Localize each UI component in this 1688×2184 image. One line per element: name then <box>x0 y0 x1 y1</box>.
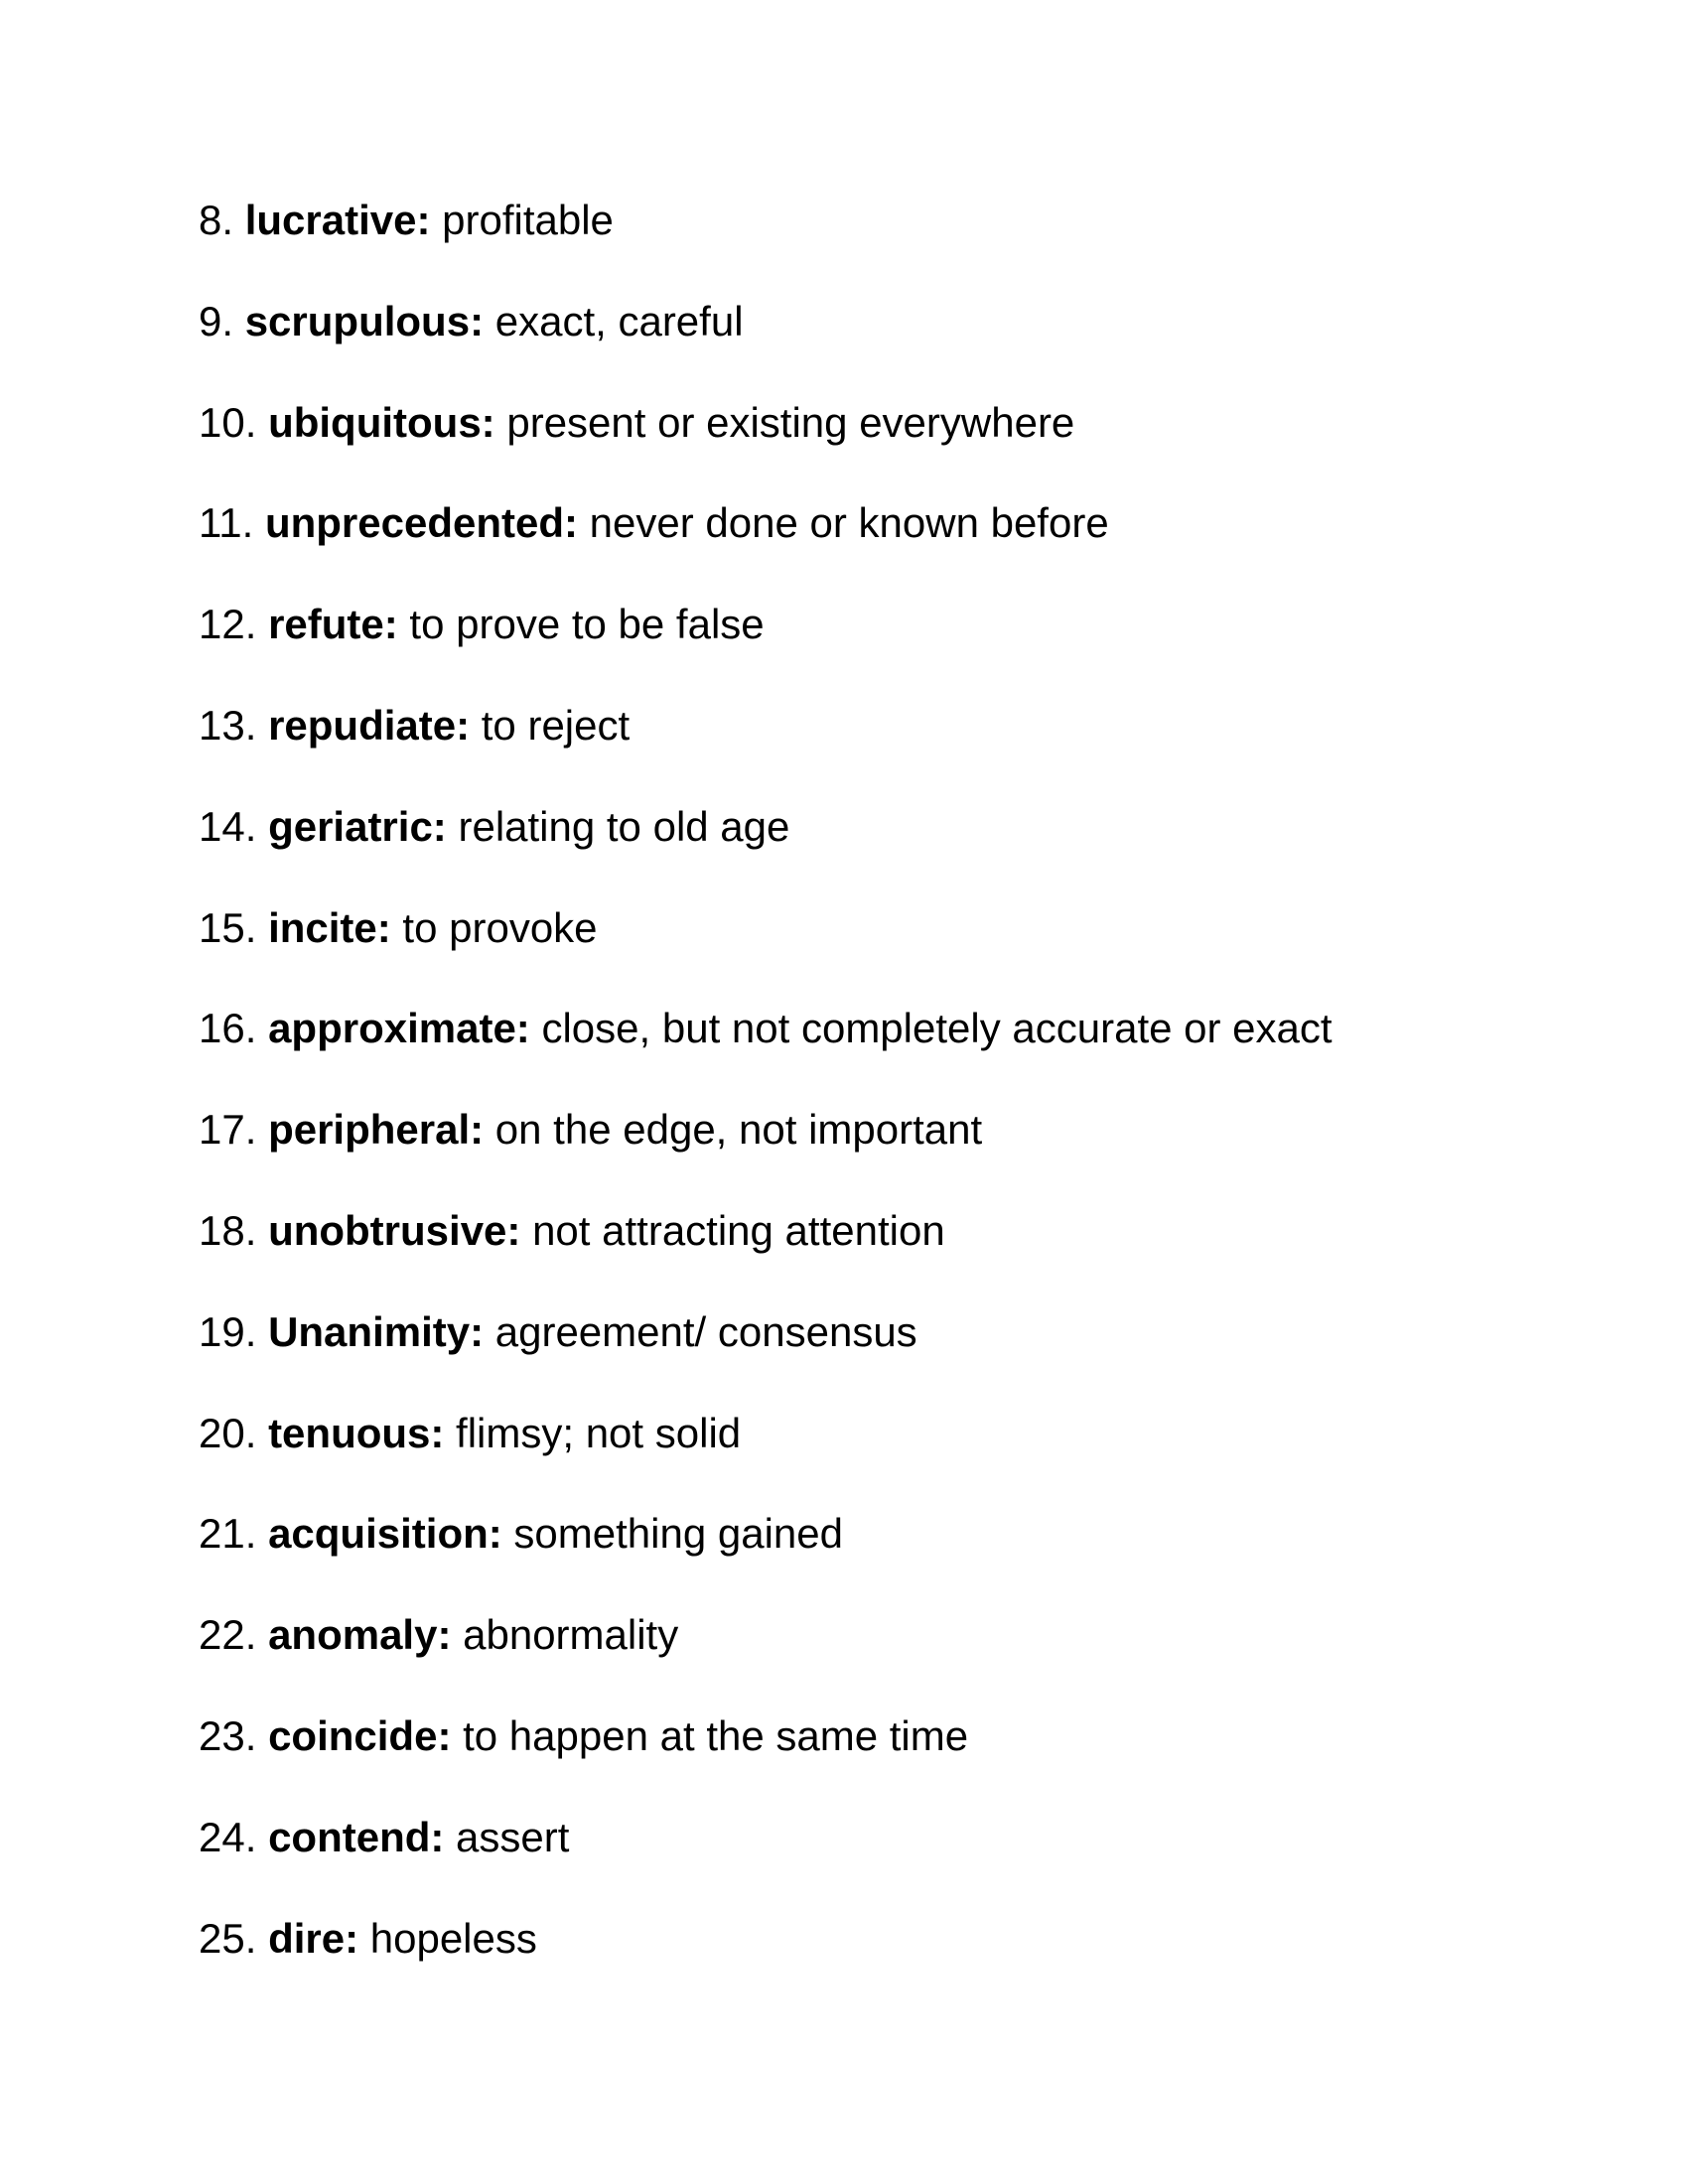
entry-term: coincide: <box>268 1711 452 1759</box>
entry-definition: relating to old age <box>458 802 790 850</box>
entry-number: 14. <box>199 802 257 850</box>
vocab-entry-14 <box>199 802 1333 903</box>
entry-term: peripheral: <box>268 1106 485 1154</box>
vocab-entry-25 <box>199 1914 1333 2015</box>
entry-definition: to prove to be false <box>409 601 765 648</box>
entry-number: 23. <box>199 1711 257 1759</box>
vocab-entry-9 <box>199 297 1333 398</box>
entry-term: scrupulous: <box>244 297 485 344</box>
entry-number: 19. <box>199 1307 257 1355</box>
entry-term: unprecedented: <box>264 499 578 547</box>
entry-term: refute: <box>268 601 398 648</box>
entry-term: lucrative: <box>244 197 431 243</box>
entry-number: 9. <box>199 297 234 344</box>
entry-number: 17. <box>199 1106 257 1154</box>
entry-number: 20. <box>199 1409 257 1456</box>
entry-definition: to happen at the same time <box>463 1711 969 1759</box>
entry-definition: hopeless <box>369 1914 537 1962</box>
entry-term: acquisition: <box>268 1510 502 1558</box>
entry-term: repudiate: <box>268 701 471 749</box>
entry-term: tenuous: <box>268 1409 445 1456</box>
entry-term: contend: <box>268 1813 445 1860</box>
entry-term: Unanimity: <box>268 1307 485 1355</box>
vocabulary-list <box>199 196 1333 2014</box>
entry-term: unobtrusive: <box>268 1206 521 1254</box>
entry-term: anomaly: <box>268 1611 452 1659</box>
entry-definition: not attracting attention <box>532 1206 945 1254</box>
entry-term: ubiquitous: <box>268 398 495 446</box>
vocab-entry-21 <box>199 1509 1333 1610</box>
entry-number: 12. <box>199 601 257 648</box>
vocab-entry-12 <box>199 600 1333 701</box>
vocab-entry-19 <box>199 1307 1333 1409</box>
entry-number: 16. <box>199 1005 257 1052</box>
entry-term: dire: <box>268 1914 359 1962</box>
entry-number: 8. <box>199 197 234 243</box>
vocab-entry-10 <box>199 398 1333 499</box>
vocab-entry-24 <box>199 1813 1333 1914</box>
entry-definition: present or existing everywhere <box>506 398 1075 446</box>
entry-definition: flimsy; not solid <box>456 1409 742 1456</box>
entry-term: approximate: <box>268 1005 530 1052</box>
vocab-entry-16 <box>199 1004 1333 1105</box>
vocab-entry-11 <box>199 498 1333 600</box>
entry-definition: never done or known before <box>589 499 1109 547</box>
entry-number: 10. <box>199 398 257 446</box>
entry-number: 11. <box>199 499 254 547</box>
entry-number: 25. <box>199 1914 257 1962</box>
entry-term: geriatric: <box>268 802 447 850</box>
entry-number: 21. <box>199 1510 257 1558</box>
entry-definition: profitable <box>442 197 614 243</box>
entry-definition: close, but not completely accurate or exact <box>541 1005 1333 1052</box>
vocab-entry-22 <box>199 1610 1333 1711</box>
entry-definition: something gained <box>513 1510 843 1558</box>
entry-definition: exact, careful <box>494 297 744 344</box>
vocab-entry-17 <box>199 1105 1333 1206</box>
entry-definition: abnormality <box>463 1611 679 1659</box>
vocab-entry-20 <box>199 1409 1333 1510</box>
entry-number: 13. <box>199 701 257 749</box>
vocab-entry-15 <box>199 903 1333 1005</box>
entry-definition: to reject <box>481 701 631 749</box>
entry-definition: assert <box>456 1813 570 1860</box>
entry-definition: on the edge, not important <box>494 1106 983 1154</box>
entry-number: 22. <box>199 1611 257 1659</box>
vocab-entry-23 <box>199 1711 1333 1813</box>
entry-number: 15. <box>199 903 257 951</box>
vocab-entry-18 <box>199 1206 1333 1307</box>
entry-number: 18. <box>199 1206 257 1254</box>
entry-definition: agreement/ consensus <box>494 1307 917 1355</box>
entry-definition: to provoke <box>402 903 598 951</box>
vocab-entry-8 <box>199 196 1333 297</box>
entry-number: 24. <box>199 1813 257 1860</box>
vocab-entry-13 <box>199 701 1333 802</box>
entry-term: incite: <box>268 903 391 951</box>
